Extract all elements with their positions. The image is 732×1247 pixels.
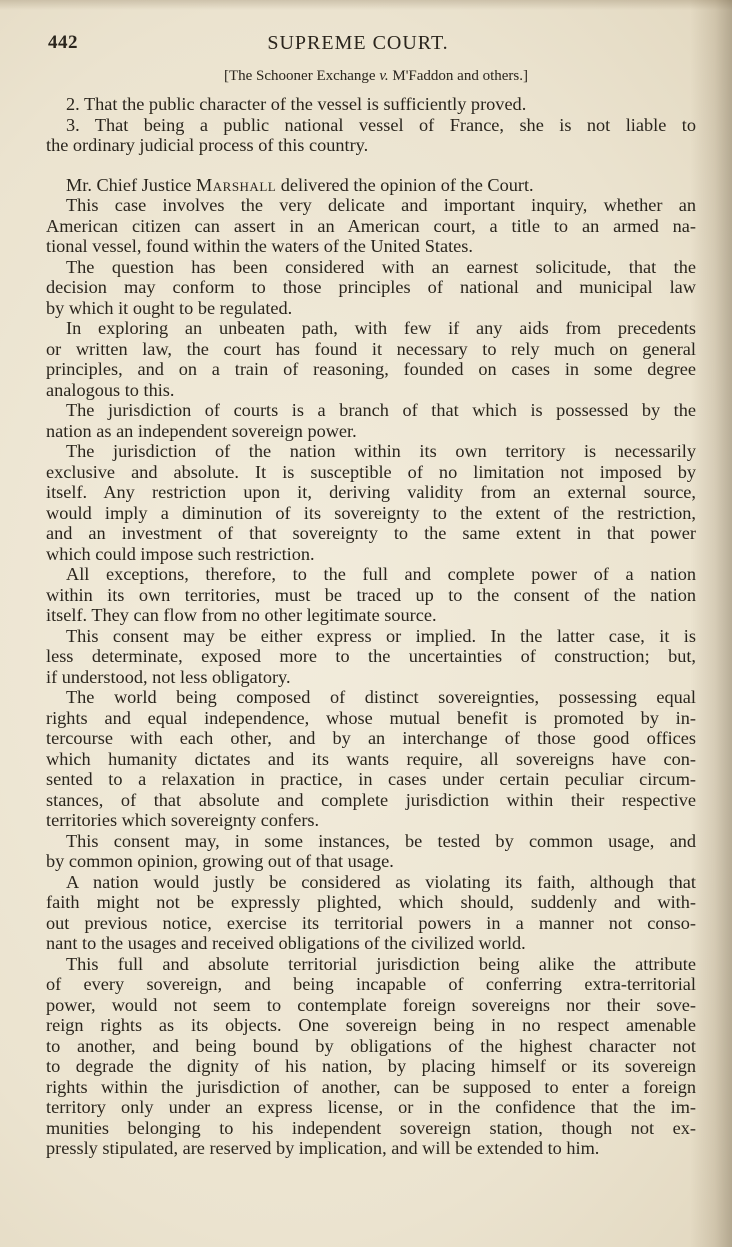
text-line: The world being composed of distinct sovereignties, possessing equal [66,687,696,707]
page-number: 442 [48,32,78,53]
text-line: principles, and on a train of reasoning, founded on cases in some degree [46,359,696,379]
numbered-point [46,94,696,115]
text-line: In exploring an unbeaten path, with few if any aids from precedents [66,318,696,338]
paragraph [46,400,696,441]
text-line: A nation would justly be considered as violating its faith, although that [66,871,696,892]
text-line: This case involves the very delicate and important inquiry, whether an [66,195,696,215]
paragraph [46,626,696,688]
text-line: territories which sovereignty confers. [46,810,320,830]
case-caption [0,68,732,85]
section-gap [46,156,696,175]
text-line: tional vessel, found within the waters of the United States. [46,236,473,256]
text-line: 3. That being a public national vessel of France, she is not liable to [66,114,696,135]
case-caption-close: M'Faddon and others.] [388,68,528,84]
body-text [46,94,696,1159]
text-line: territory only under an express license, or in the confidence that the im- [46,1097,696,1117]
opinion-paragraphs [46,195,696,1159]
paragraph [46,441,696,564]
text-line: All exceptions, therefore, to the full and complete power of a nation [66,564,696,584]
running-head: SUPREME COURT. [267,32,449,54]
points-list [46,94,696,156]
paragraph [46,318,696,400]
case-caption-open: [The Schooner Exchange [223,68,380,84]
text-line: stances, of that absolute and complete jurisdiction within their respective [46,789,696,810]
text-line: American citizen can assert in an American court, a title to an armed na- [46,215,696,236]
text-line: exclusive and absolute. It is susceptible of no limitation not imposed by [46,461,696,482]
text-line: and an investment of that sovereignty to the same extent in that power [46,523,696,543]
text-line: to another, and being bound by obligations of the highest character not [46,1035,696,1056]
text-line: out previous notice, exercise its territorial powers in a manner not conso- [46,912,696,933]
text-line: within its own territories, must be traced up to the consent of the nation [46,584,696,605]
paragraph [46,954,696,1159]
text-line: tercourse with each other, and by an interchange of those good offices [46,728,696,748]
text-line: which could impose such restriction. [46,543,315,564]
text-line: This consent may be either express or implied. In the latter case, it is [66,625,696,646]
opinion-intro-prefix: Mr. Chief Justice [66,174,196,195]
text-line: rights within the jurisdiction of another, can be supposed to enter a foreign [46,1076,696,1097]
text-line: by common opinion, growing out of that usage. [46,851,394,871]
opinion-intro [46,175,696,196]
page-header [48,30,668,60]
numbered-point [46,115,696,156]
text-line: less determinate, exposed more to the uncertainties of construction; but, [46,646,696,666]
paragraph [46,872,696,954]
text-line: reign rights as its objects. One sovereign being in no respect amenable [46,1015,696,1035]
text-line: if understood, not less obligatory. [46,666,291,687]
text-line: pressly stipulated, are reserved by implication, and will be extended to him. [46,1138,600,1158]
text-line: power, would not seem to contemplate foreign sovereigns nor their sove- [46,994,696,1015]
text-line: The jurisdiction of courts is a branch of that which is possessed by the [66,400,696,420]
text-line: 2. That the public character of the vessel is sufficiently proved. [66,94,527,114]
text-line: sented to a relaxation in practice, in cases under certain peculiar circum- [46,769,696,789]
text-line: rights and equal independence, whose mutual benefit is promoted by in- [46,707,696,728]
text-line: to degrade the dignity of his nation, by placing himself or its sovereign [46,1056,696,1076]
justice-name: Marshall [196,174,277,195]
text-line: This full and absolute territorial jurisdiction being alike the attribute [66,953,696,974]
opinion-intro-suffix: delivered the opinion of the Court. [276,174,534,195]
text-line: munities belonging to his independent sovereign station, though not ex- [46,1117,696,1138]
case-caption-versus: v. [379,68,389,84]
text-line: or written law, the court has found it necessary to rely much on general [46,338,696,359]
text-line: decision may conform to those principles of national and municipal law [46,277,696,297]
text-line: which humanity dictates and its wants require, all sovereigns have con- [46,748,696,769]
text-line: analogous to this. [46,379,175,400]
paragraph [46,831,696,872]
text-line: by which it ought to be regulated. [46,297,293,318]
text-line: of every sovereign, and being incapable of conferring extra-territorial [46,974,696,994]
text-line: The question has been considered with an earnest solicitude, that the [66,256,696,277]
paragraph [46,195,696,257]
text-line: nant to the usages and received obligations of the civilized world. [46,933,526,953]
text-line: itself. They can flow from no other legitimate source. [46,605,437,625]
text-line: itself. Any restriction upon it, deriving validity from an external source, [46,482,696,502]
text-line: the ordinary judicial process of this country. [46,135,369,155]
paragraph [46,687,696,831]
text-line: faith might not be expressly plighted, which should, suddenly and with- [46,892,696,912]
paragraph [46,564,696,626]
text-line: The jurisdiction of the nation within its own territory is necessarily [66,441,696,461]
text-line: would imply a diminution of its sovereignty to the extent of the restriction, [46,502,696,523]
text-line: nation as an independent sovereign power. [46,420,357,441]
paragraph [46,257,696,319]
text-line: This consent may, in some instances, be tested by common usage, and [66,830,696,851]
